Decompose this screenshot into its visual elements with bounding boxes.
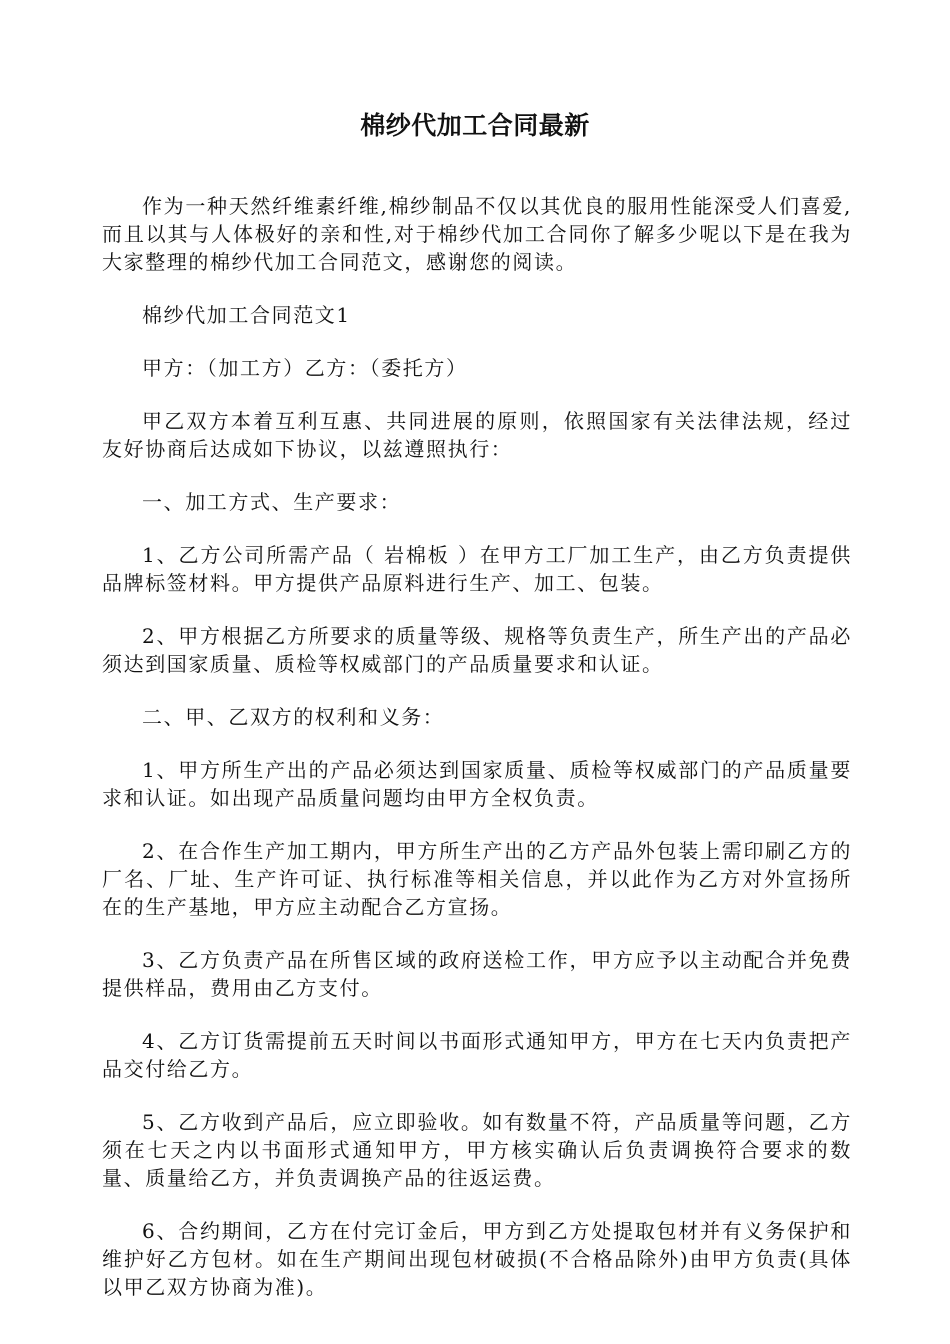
paragraph-intro: 作为一种天然纤维素纤维,棉纱制品不仅以其优良的服用性能深受人们喜爱,而且以其与人体极好的亲和性,对于棉纱代加工合同你了解多少呢以下是在我为大家整理的棉纱代加工合同范文，感谢您的阅读。 bbox=[102, 194, 852, 274]
section-heading-processing: 一、加工方式、生产要求： bbox=[142, 490, 402, 514]
clause-2-1: 1、甲方所生产出的产品必须达到国家质量、质检等权威部门的产品质量要求和认证。如出现产品质量问题均由甲方全权负责。 bbox=[102, 758, 852, 810]
paragraph-sample-heading: 棉纱代加工合同范文1 bbox=[142, 303, 351, 327]
section-heading-rights: 二、甲、乙双方的权利和义务： bbox=[142, 705, 445, 729]
clause-1-1: 1、乙方公司所需产品（ 岩棉板 ）在甲方工厂加工生产，由乙方负责提供品牌标签材料。甲方提供产品原料进行生产、加工、包装。 bbox=[102, 543, 852, 595]
clause-2-6: 6、合约期间，乙方在付完订金后，甲方到乙方处提取包材并有义务保护和维护好乙方包材。如在生产期间出现包材破损(不合格品除外)由甲方负责(具体以甲乙双方协商为准)。 bbox=[102, 1219, 852, 1299]
paragraph-preamble: 甲乙双方本着互利互惠、共同进展的原则，依照国家有关法律法规，经过友好协商后达成如下协议，以兹遵照执行： bbox=[102, 409, 852, 461]
document-body bbox=[102, 192, 852, 1326]
clause-2-2: 2、在合作生产加工期内，甲方所生产出的乙方产品外包装上需印刷乙方的厂名、厂址、生产许可证、执行标准等相关信息，并以此作为乙方对外宣扬所在的生产基地，甲方应主动配合乙方宣扬。 bbox=[102, 839, 852, 919]
paragraph-parties: 甲方：（加工方）乙方：（委托方） bbox=[142, 356, 468, 380]
clause-1-2: 2、甲方根据乙方所要求的质量等级、规格等负责生产，所生产出的产品必须达到国家质量、质检等权威部门的产品质量要求和认证。 bbox=[102, 624, 852, 676]
clause-2-5: 5、乙方收到产品后，应立即验收。如有数量不符，产品质量等问题，乙方须在七天之内以书面形式通知甲方，甲方核实确认后负责调换符合要求的数量、质量给乙方，并负责调换产品的往返运费。 bbox=[102, 1110, 852, 1190]
clause-2-3: 3、乙方负责产品在所售区域的政府送检工作，甲方应予以主动配合并免费提供样品，费用由乙方支付。 bbox=[102, 948, 852, 1000]
document-title: 棉纱代加工合同最新 bbox=[360, 111, 590, 140]
clause-2-4: 4、乙方订货需提前五天时间以书面形式通知甲方，甲方在七天内负责把产品交付给乙方。 bbox=[102, 1029, 852, 1081]
